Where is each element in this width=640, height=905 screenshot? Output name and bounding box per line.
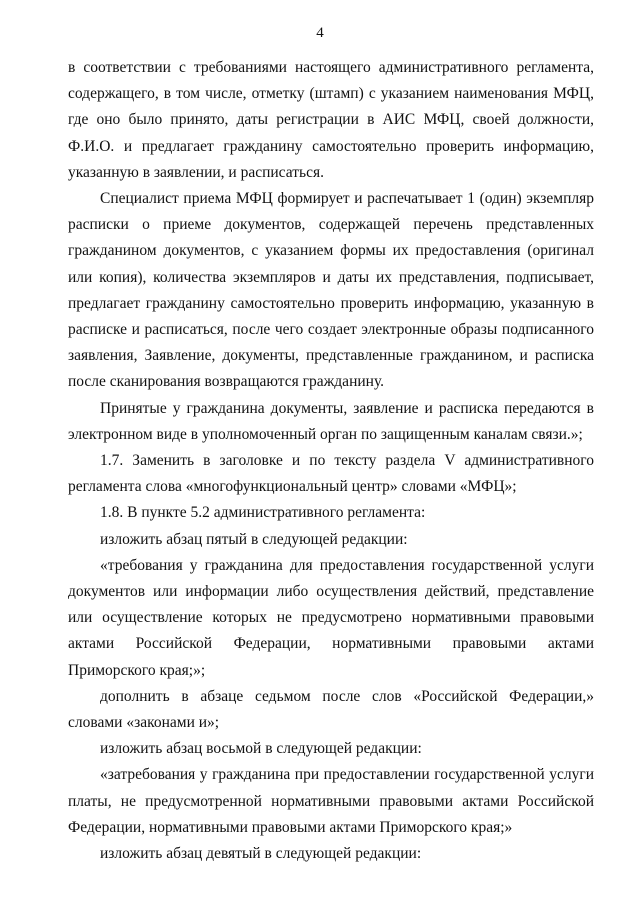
paragraph-item-1-8: 1.8. В пункте 5.2 административного регламента: [100,504,426,522]
paragraph-abzac-nine-intro: изложить абзац девятый в следующей редакции: [100,845,422,863]
paragraph-abzac-eight-text: «затребования у гражданина при предоставлении государственной услуги платы, не предусмотренной нормативными правовыми актами Российской Федерации, нормативными правовыми актами Приморского края;» [68,766,594,836]
paragraph-abzac-five-intro: изложить абзац пятый в следующей редакции: [100,530,408,548]
paragraph-specialist-receipt: Специалист приема МФЦ формирует и распечатывает 1 (один) экземпляр расписки о приеме документов, содержащей перечень представленных гражданином документов, с указанием формы их предоставления (оригинал или копия), количества экземпляров и даты их представления, подписывает, предлагает гражданину самостоятельно проверить информацию, указанную в расписке и расписаться, после чего создает электронные образы подписанного заявления, Заявление, документы, представленные гражданином, и расписка после сканирования возвращаются гражданину. [68,190,594,391]
paragraph-item-1-7: 1.7. Заменить в заголовке и по тексту раздела V административного регламента слова «многофункциональный центр» словами «МФЦ»; [68,452,594,496]
page-number: 4 [316,25,324,41]
paragraph-continuation: в соответствии с требованиями настоящего административного регламента, содержащего, в том числе, отметку (штамп) с указанием наименования МФЦ, где оно было принято, даты регистрации в АИС МФЦ, своей должности, Ф.И.О. и предлагает гражданину самостоятельно проверить информацию, указанную в заявлении, и расписаться. [68,59,594,181]
document-body [68,55,594,867]
paragraph-accepted-documents: Принятые у гражданина документы, заявление и расписка передаются в электронном виде в уполномоченный орган по защищенным каналам связи.»; [68,399,594,443]
paragraph-abzac-eight-intro: изложить абзац восьмой в следующей редакции: [100,740,422,758]
paragraph-abzac-five-text: «требования у гражданина для предоставления государственной услуги документов или информации либо осуществления действий, представление или осуществление которых не предусмотрено нормативными правовыми актами Российской Федерации, нормативными правовыми актами Приморского края;»; [68,556,594,679]
paragraph-abzac-seven: дополнить в абзаце седьмом после слов «Российской Федерации,» словами «законами и»; [68,687,594,732]
